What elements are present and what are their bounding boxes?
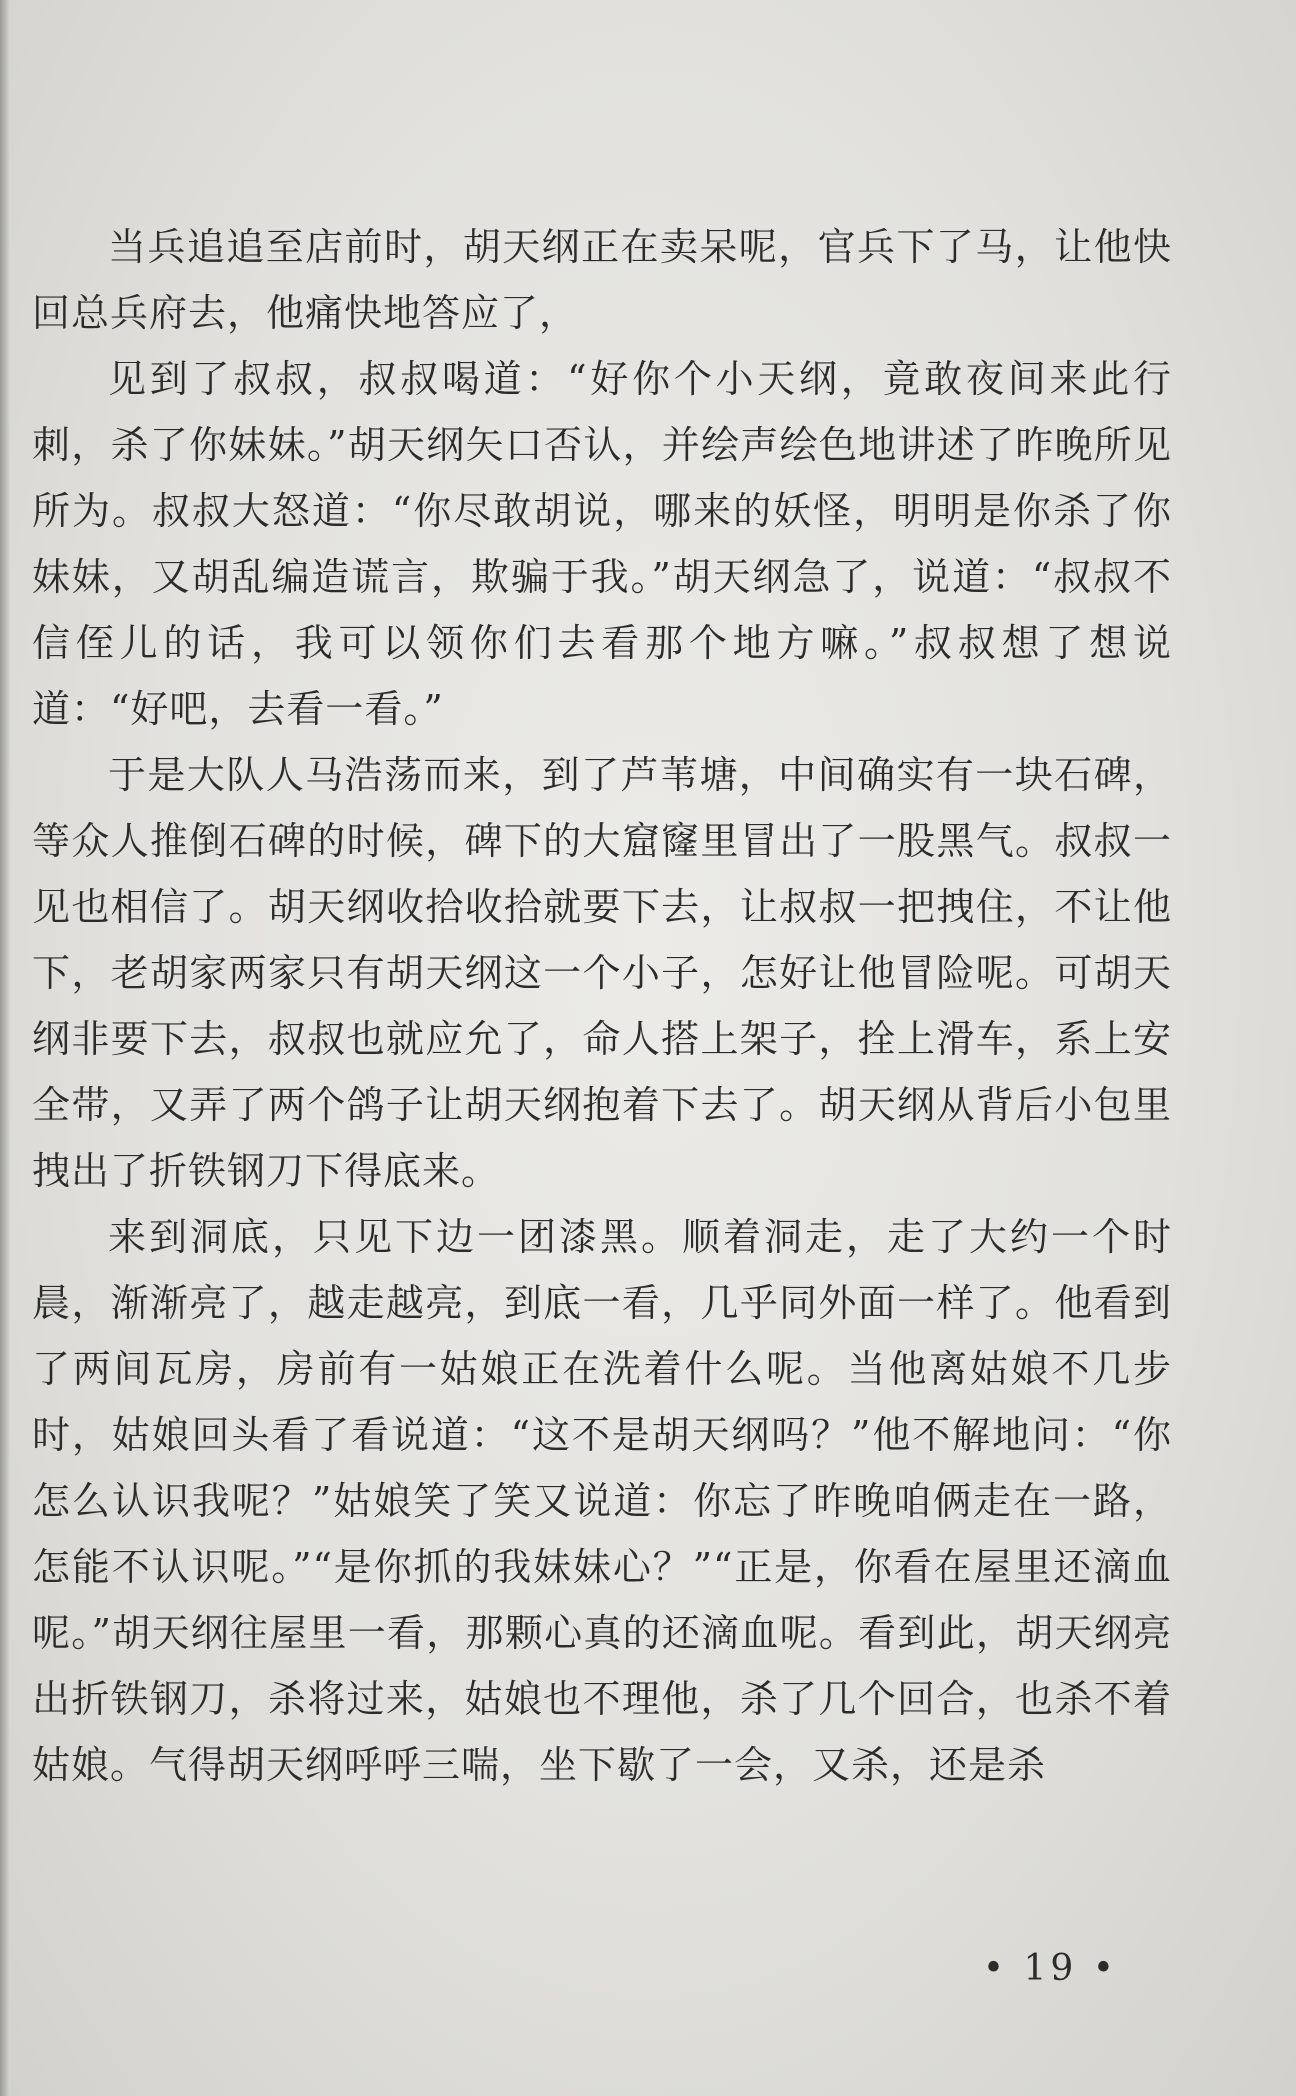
paragraph: 来到洞底，只见下边一团漆黑。顺着洞走，走了大约一个时晨，渐渐亮了，越走越亮，到底一看，几乎同外面一样了。他看到了两间瓦房，房前有一姑娘正在洗着什么呢。当他离姑娘不几步时，姑娘回头看了看说道：“这不是胡天纲吗？”他不解地问：“你怎么认识我呢？”姑娘笑了笑又说道：你忘了昨晚咱俩走在一路，怎能不认识呢。”“是你抓的我妹妹心？”“正是，你看在屋里还滴血呢。”胡天纲往屋里一看，那颗心真的还滴血呢。看到此，胡天纲亮出折铁钢刀，杀将过来，姑娘也不理他，杀了几个回合，也杀不着姑娘。气得胡天纲呼呼三喘，坐下歇了一会，又杀，还是杀	[32, 1215, 1172, 1787]
paragraph: 于是大队人马浩荡而来，到了芦苇塘，中间确实有一块石碑，等众人推倒石碑的时候，碑下的大窟窿里冒出了一股黑气。叔叔一见也相信了。胡天纲收拾收拾就要下去，让叔叔一把拽住，不让他下，老胡家两家只有胡天纲这一个小子，怎好让他冒险呢。可胡天纲非要下去，叔叔也就应允了，命人搭上架子，拴上滑车，系上安全带，又弄了两个鸽子让胡天纲抱着下去了。胡天纲从背后小包里拽出了折铁钢刀下得底来。	[32, 753, 1172, 1193]
page-number: • 19 •	[982, 1948, 1118, 1989]
paragraph: 当兵追追至店前时，胡天纲正在卖呆呢，官兵下了马，让他快回总兵府去，他痛快地答应了，	[32, 225, 1172, 335]
page-edge-shadow	[0, 0, 10, 2096]
body-text	[32, 214, 1172, 1798]
paragraph: 见到了叔叔，叔叔喝道：“好你个小天纲，竟敢夜间来此行刺，杀了你妹妹。”胡天纲矢口否认，并绘声绘色地讲述了昨晚所见所为。叔叔大怒道：“你尽敢胡说，哪来的妖怪，明明是你杀了你妹妹，又胡乱编造谎言，欺骗于我。”胡天纲急了，说道：“叔叔不信侄儿的话，我可以领你们去看那个地方嘛。”叔叔想了想说道：“好吧，去看一看。”	[32, 357, 1172, 731]
